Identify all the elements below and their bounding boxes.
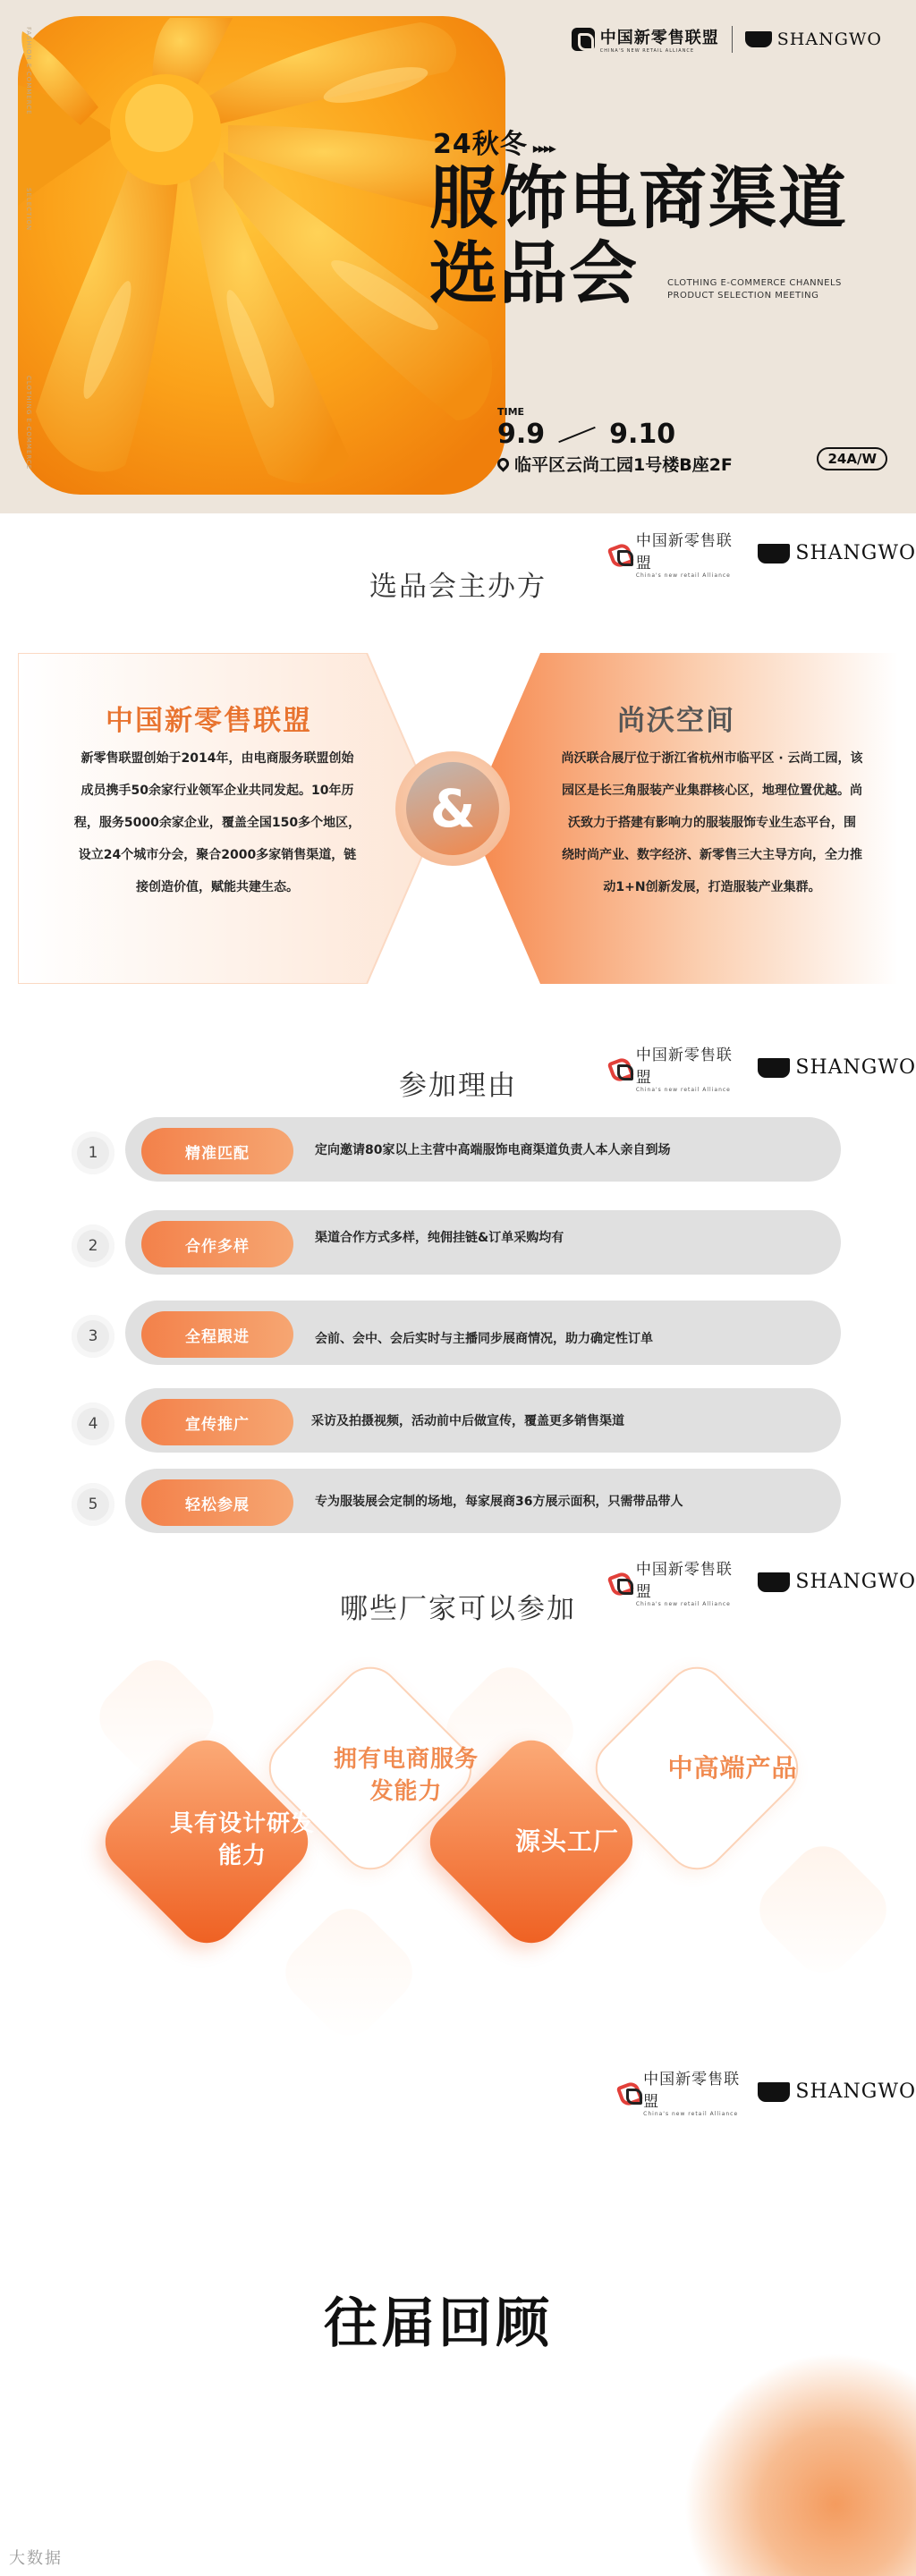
ampersand-badge (395, 751, 510, 866)
brand-logos-row (617, 2066, 916, 2117)
alliance-logo-text: 中国新零售联盟 (635, 1561, 733, 1601)
decorative-diamond (747, 1834, 899, 1986)
alliance-logo-icon (608, 543, 631, 564)
shangwo-logo-text: SHANGWO (795, 1571, 916, 1593)
reason-number: 1 (72, 1131, 114, 1174)
side-vertical-text: FASHION E-COMMERCE (25, 27, 32, 115)
reason-item (72, 1207, 841, 1275)
address-text: 临平区云尚工园1号楼B座2F (514, 455, 733, 475)
diamond-label-line: 中高端产品 (667, 1753, 798, 1783)
english-subtitle (667, 277, 842, 302)
season-badge: 24A/W (817, 447, 887, 470)
reasons-section-title: 参加理由 (399, 1070, 517, 1102)
description-line: 设立24个城市分会，聚合2000多家销售渠道，链 (78, 848, 357, 862)
reason-tag: 精准匹配 (141, 1128, 293, 1174)
description-line: 动1+N创新发展，打造服装产业集群。 (603, 880, 821, 894)
shangwo-logo (758, 2080, 916, 2103)
title-line-1: 服饰电商渠道 (429, 158, 848, 238)
alliance-logo-icon (572, 28, 595, 51)
ampersand-icon: & (406, 762, 499, 855)
diamond-label-line: 具有设计研发 (169, 1810, 315, 1837)
who-section-title: 哪些厂家可以参加 (340, 1593, 576, 1625)
reason-text: 会前、会中、会后实时与主播同步展商情况，助力确定性订单 (315, 1332, 653, 1346)
reason-text: 渠道合作方式多样，纯佣挂链&订单采购均有 (315, 1231, 564, 1245)
organizer-description (61, 742, 374, 903)
diamond-label-line: 发能力 (369, 1778, 443, 1805)
retail-alliance-logo (617, 2066, 743, 2117)
diamond-label (308, 1743, 505, 1808)
side-vertical-text: CLOTHING E-COMMERCE (25, 376, 32, 470)
date-start: 9.9 (497, 419, 546, 450)
diamond-label (144, 1808, 341, 1872)
organizer-card-alliance (18, 653, 438, 984)
organizer-card-shangwo (474, 653, 898, 984)
reason-tag: 合作多样 (141, 1221, 293, 1267)
arrows-icon: ▸▸▸▸ (532, 140, 555, 157)
organizer-name: 尚沃空间 (617, 705, 735, 737)
time-label: TIME (497, 406, 525, 418)
reason-item (72, 1297, 841, 1365)
decorative-diamond (273, 1896, 425, 2048)
alliance-logo-subtext: China's new retail Alliance (635, 1087, 731, 1093)
side-vertical-text: SELECTION (25, 188, 32, 232)
shangwo-logo (758, 542, 916, 564)
alliance-logo-text: 中国新零售联盟 (643, 2071, 741, 2111)
description-line: 绕时尚产业、数字经济、新零售三大主导方向，全力推 (562, 848, 862, 862)
location-pin-icon (495, 455, 511, 471)
alliance-logo-subtext: CHINA'S NEW RETAIL ALLIANCE (599, 48, 695, 54)
alliance-logo-icon (617, 2081, 638, 2103)
shangwo-logo-text: SHANGWO (795, 2080, 916, 2103)
description-line: 成员携手50余家行业领军企业共同发起。10年历 (81, 784, 354, 798)
date-separator (558, 426, 596, 442)
reason-text: 采访及拍摄视频，活动前中后做宣传，覆盖更多销售渠道 (311, 1414, 624, 1428)
season-label (433, 122, 555, 161)
hero-logos (572, 25, 882, 54)
shangwo-logo-icon (745, 31, 772, 47)
date-end: 9.10 (609, 419, 676, 450)
organizer-description (542, 742, 882, 903)
retail-alliance-logo (572, 25, 719, 54)
shangwo-logo-icon (758, 2082, 790, 2102)
organizers-panel (18, 653, 898, 984)
reason-tag: 宣传推广 (141, 1399, 293, 1445)
event-date (497, 419, 675, 450)
season-text: 24秋冬 (433, 129, 528, 160)
diamond-label (634, 1752, 831, 1784)
shangwo-logo-text: SHANGWO (795, 542, 916, 564)
diamond-label-line: 源头工厂 (514, 1826, 619, 1856)
diamond-label (469, 1826, 666, 1858)
alliance-logo-subtext: China's new retail Alliance (635, 1601, 731, 1607)
alliance-logo-text: 中国新零售联盟 (599, 29, 719, 47)
shangwo-logo-icon (758, 544, 790, 564)
organizers-section-title: 选品会主办方 (369, 571, 547, 603)
reason-item (72, 1385, 841, 1453)
eligible-manufacturers (54, 1650, 877, 2035)
description-line: 新零售联盟创始于2014年，由电商服务联盟创始 (81, 751, 354, 766)
hero-banner (0, 0, 916, 513)
diamond-label-line: 能力 (217, 1843, 267, 1869)
description-line: 接创造价值，赋能共建生态。 (136, 880, 299, 894)
organizer-name: 中国新零售联盟 (106, 705, 312, 737)
diamond-label-line: 拥有电商服务 (333, 1746, 479, 1773)
description-line: 程，服务5000余家企业，覆盖全国150多个地区， (73, 816, 361, 830)
description-line: 沃致力于搭建有影响力的服装服饰专业生态平台，围 (568, 816, 856, 830)
reason-number: 2 (72, 1224, 114, 1267)
shangwo-logo-text: SHANGWO (776, 30, 882, 49)
reason-number: 4 (72, 1402, 114, 1445)
decorative-glow (683, 2352, 916, 2576)
logo-divider (732, 26, 733, 53)
reason-number: 3 (72, 1315, 114, 1358)
reason-tag: 全程跟进 (141, 1311, 293, 1358)
alliance-logo-text: 中国新零售联盟 (635, 532, 733, 572)
reason-item (72, 1114, 841, 1182)
watermark: 大数据 (9, 2549, 63, 2568)
reason-text: 定向邀请80家以上主营中高端服饰电商渠道负责人本人亲自到场 (315, 1143, 671, 1157)
event-address (497, 452, 733, 476)
alliance-logo-text: 中国新零售联盟 (635, 1046, 733, 1087)
alliance-logo-subtext: China's new retail Alliance (635, 572, 731, 579)
shangwo-logo-text: SHANGWO (795, 1056, 916, 1079)
reason-item (72, 1465, 841, 1533)
reason-text: 专为服装展会定制的场地，每家展商36方展示面积，只需带品带人 (315, 1495, 683, 1509)
english-subtitle-line-1: CLOTHING E-COMMERCE CHANNELS (667, 278, 842, 288)
review-section-title: 往届回顾 (324, 2292, 553, 2355)
title-line-2: 选品会 (429, 233, 639, 313)
alliance-logo-subtext: China's new retail Alliance (643, 2111, 739, 2117)
english-subtitle-line-2: PRODUCT SELECTION MEETING (667, 291, 819, 301)
reason-tag: 轻松参展 (141, 1479, 293, 1526)
description-line: 尚沃联合展厅位于浙江省杭州市临平区 · 云尚工园，该 (561, 751, 863, 766)
description-line: 园区是长三角服装产业集群核心区，地理位置优越。尚 (562, 784, 862, 798)
shangwo-logo (745, 30, 882, 49)
reason-number: 5 (72, 1483, 114, 1526)
